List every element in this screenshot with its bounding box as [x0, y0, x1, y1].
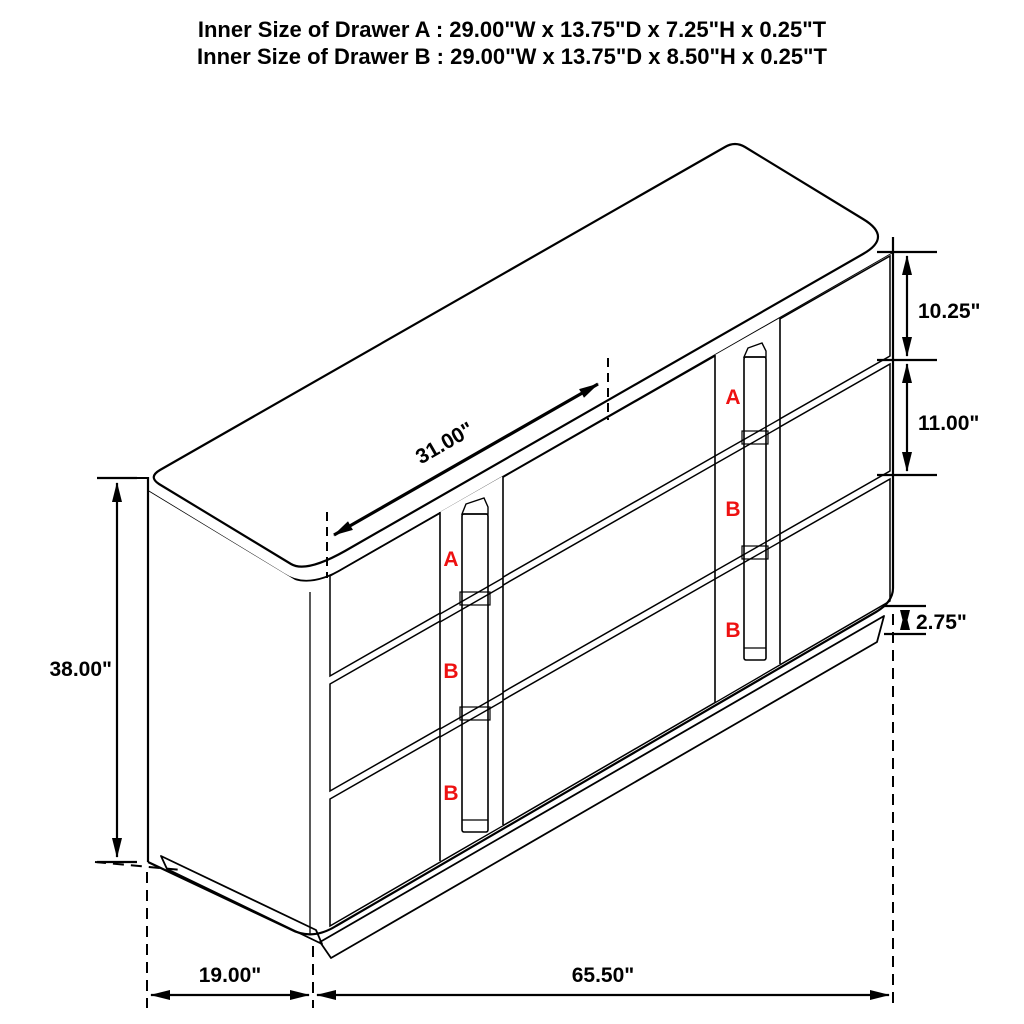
- dim-overall-width: 65.50": [571, 964, 635, 987]
- drawer-label-right-a: A: [725, 386, 741, 409]
- drawer-b-inner-size-text: Inner Size of Drawer B : 29.00"W x 13.75"D x 8.50"H x 0.25"T: [197, 44, 827, 69]
- dresser-front-face: [310, 253, 893, 938]
- drawer-label-right-b2: B: [725, 619, 741, 642]
- dim-overall-height: 38.00": [49, 658, 112, 681]
- drawer-label-left-a: A: [443, 548, 459, 571]
- dim-drawer-b-height: 11.00": [918, 412, 980, 435]
- drawer-label-left-b1: B: [443, 660, 459, 683]
- dim-base-height: 2.75": [916, 611, 967, 634]
- dim-drawer-a-height: 10.25": [918, 300, 981, 323]
- dim-top-clear-width: 31.00": [411, 417, 478, 469]
- drawer-label-left-b2: B: [443, 782, 459, 805]
- drawer-label-right-b1: B: [725, 498, 741, 521]
- dim-overall-depth: 19.00": [198, 964, 262, 987]
- drawer-a-inner-size-text: Inner Size of Drawer A : 29.00"W x 13.75"D x 7.25"H x 0.25"T: [197, 17, 827, 42]
